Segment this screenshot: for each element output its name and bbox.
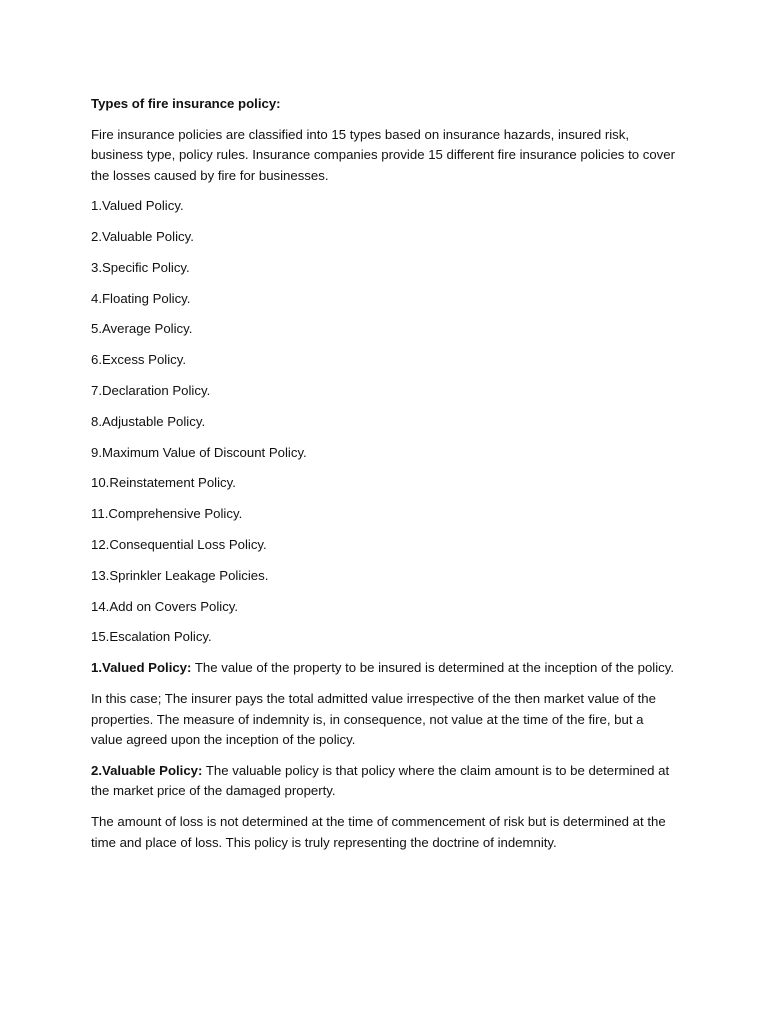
list-item: 14.Add on Covers Policy.: [91, 598, 239, 614]
list-item: 3.Specific Policy.: [91, 259, 190, 275]
list-item: 5.Average Policy.: [91, 321, 193, 337]
valuable-policy-paragraph: [91, 761, 678, 802]
list-item: 11.Comprehensive Policy.: [91, 506, 243, 522]
document-title: Types of fire insurance policy:: [91, 96, 281, 111]
valuable-policy-heading: 2.Valuable Policy:: [91, 762, 203, 778]
list-item: 1.Valued Policy.: [91, 198, 184, 214]
list-item: 10.Reinstatement Policy.: [91, 475, 236, 491]
list-item: 15.Escalation Policy.: [91, 629, 212, 645]
valued-policy-definition: The value of the property to be insured is determined at the inception of the policy.: [191, 660, 675, 676]
policy-list: [91, 196, 678, 648]
valuable-policy-detail: The amount of loss is not determined at the time of commencement of risk but is determined at the time and place of loss. This policy is truly representing the doctrine of indemnity.: [91, 814, 666, 850]
list-item: 9.Maximum Value of Discount Policy.: [91, 444, 307, 460]
valued-policy-detail: In this case; The insurer pays the total admitted value irrespective of the then market value of the properties. The measure of indemnity is, in consequence, not value at the time of the fire, but a value agreed upon the inception of the policy.: [91, 691, 656, 748]
list-item: 4.Floating Policy.: [91, 290, 191, 306]
list-item: 13.Sprinkler Leakage Policies.: [91, 567, 269, 583]
list-item: 6.Excess Policy.: [91, 352, 187, 368]
list-item: 8.Adjustable Policy.: [91, 413, 206, 429]
intro-paragraph: Fire insurance policies are classified into 15 types based on insurance hazards, insured risk, business type, policy rules. Insurance companies provide 15 different fire insurance policies to cover the losses caused by fire for businesses.: [91, 126, 675, 183]
list-item: 7.Declaration Policy.: [91, 383, 211, 399]
list-item: 12.Consequential Loss Policy.: [91, 537, 267, 553]
valued-policy-heading: 1.Valued Policy:: [91, 660, 192, 676]
list-item: 2.Valuable Policy.: [91, 229, 194, 245]
valued-policy-paragraph: [91, 658, 678, 679]
valuable-policy-definition: The valuable policy is that policy where the claim amount is to be determined at the market price of the damaged property.: [91, 762, 670, 799]
